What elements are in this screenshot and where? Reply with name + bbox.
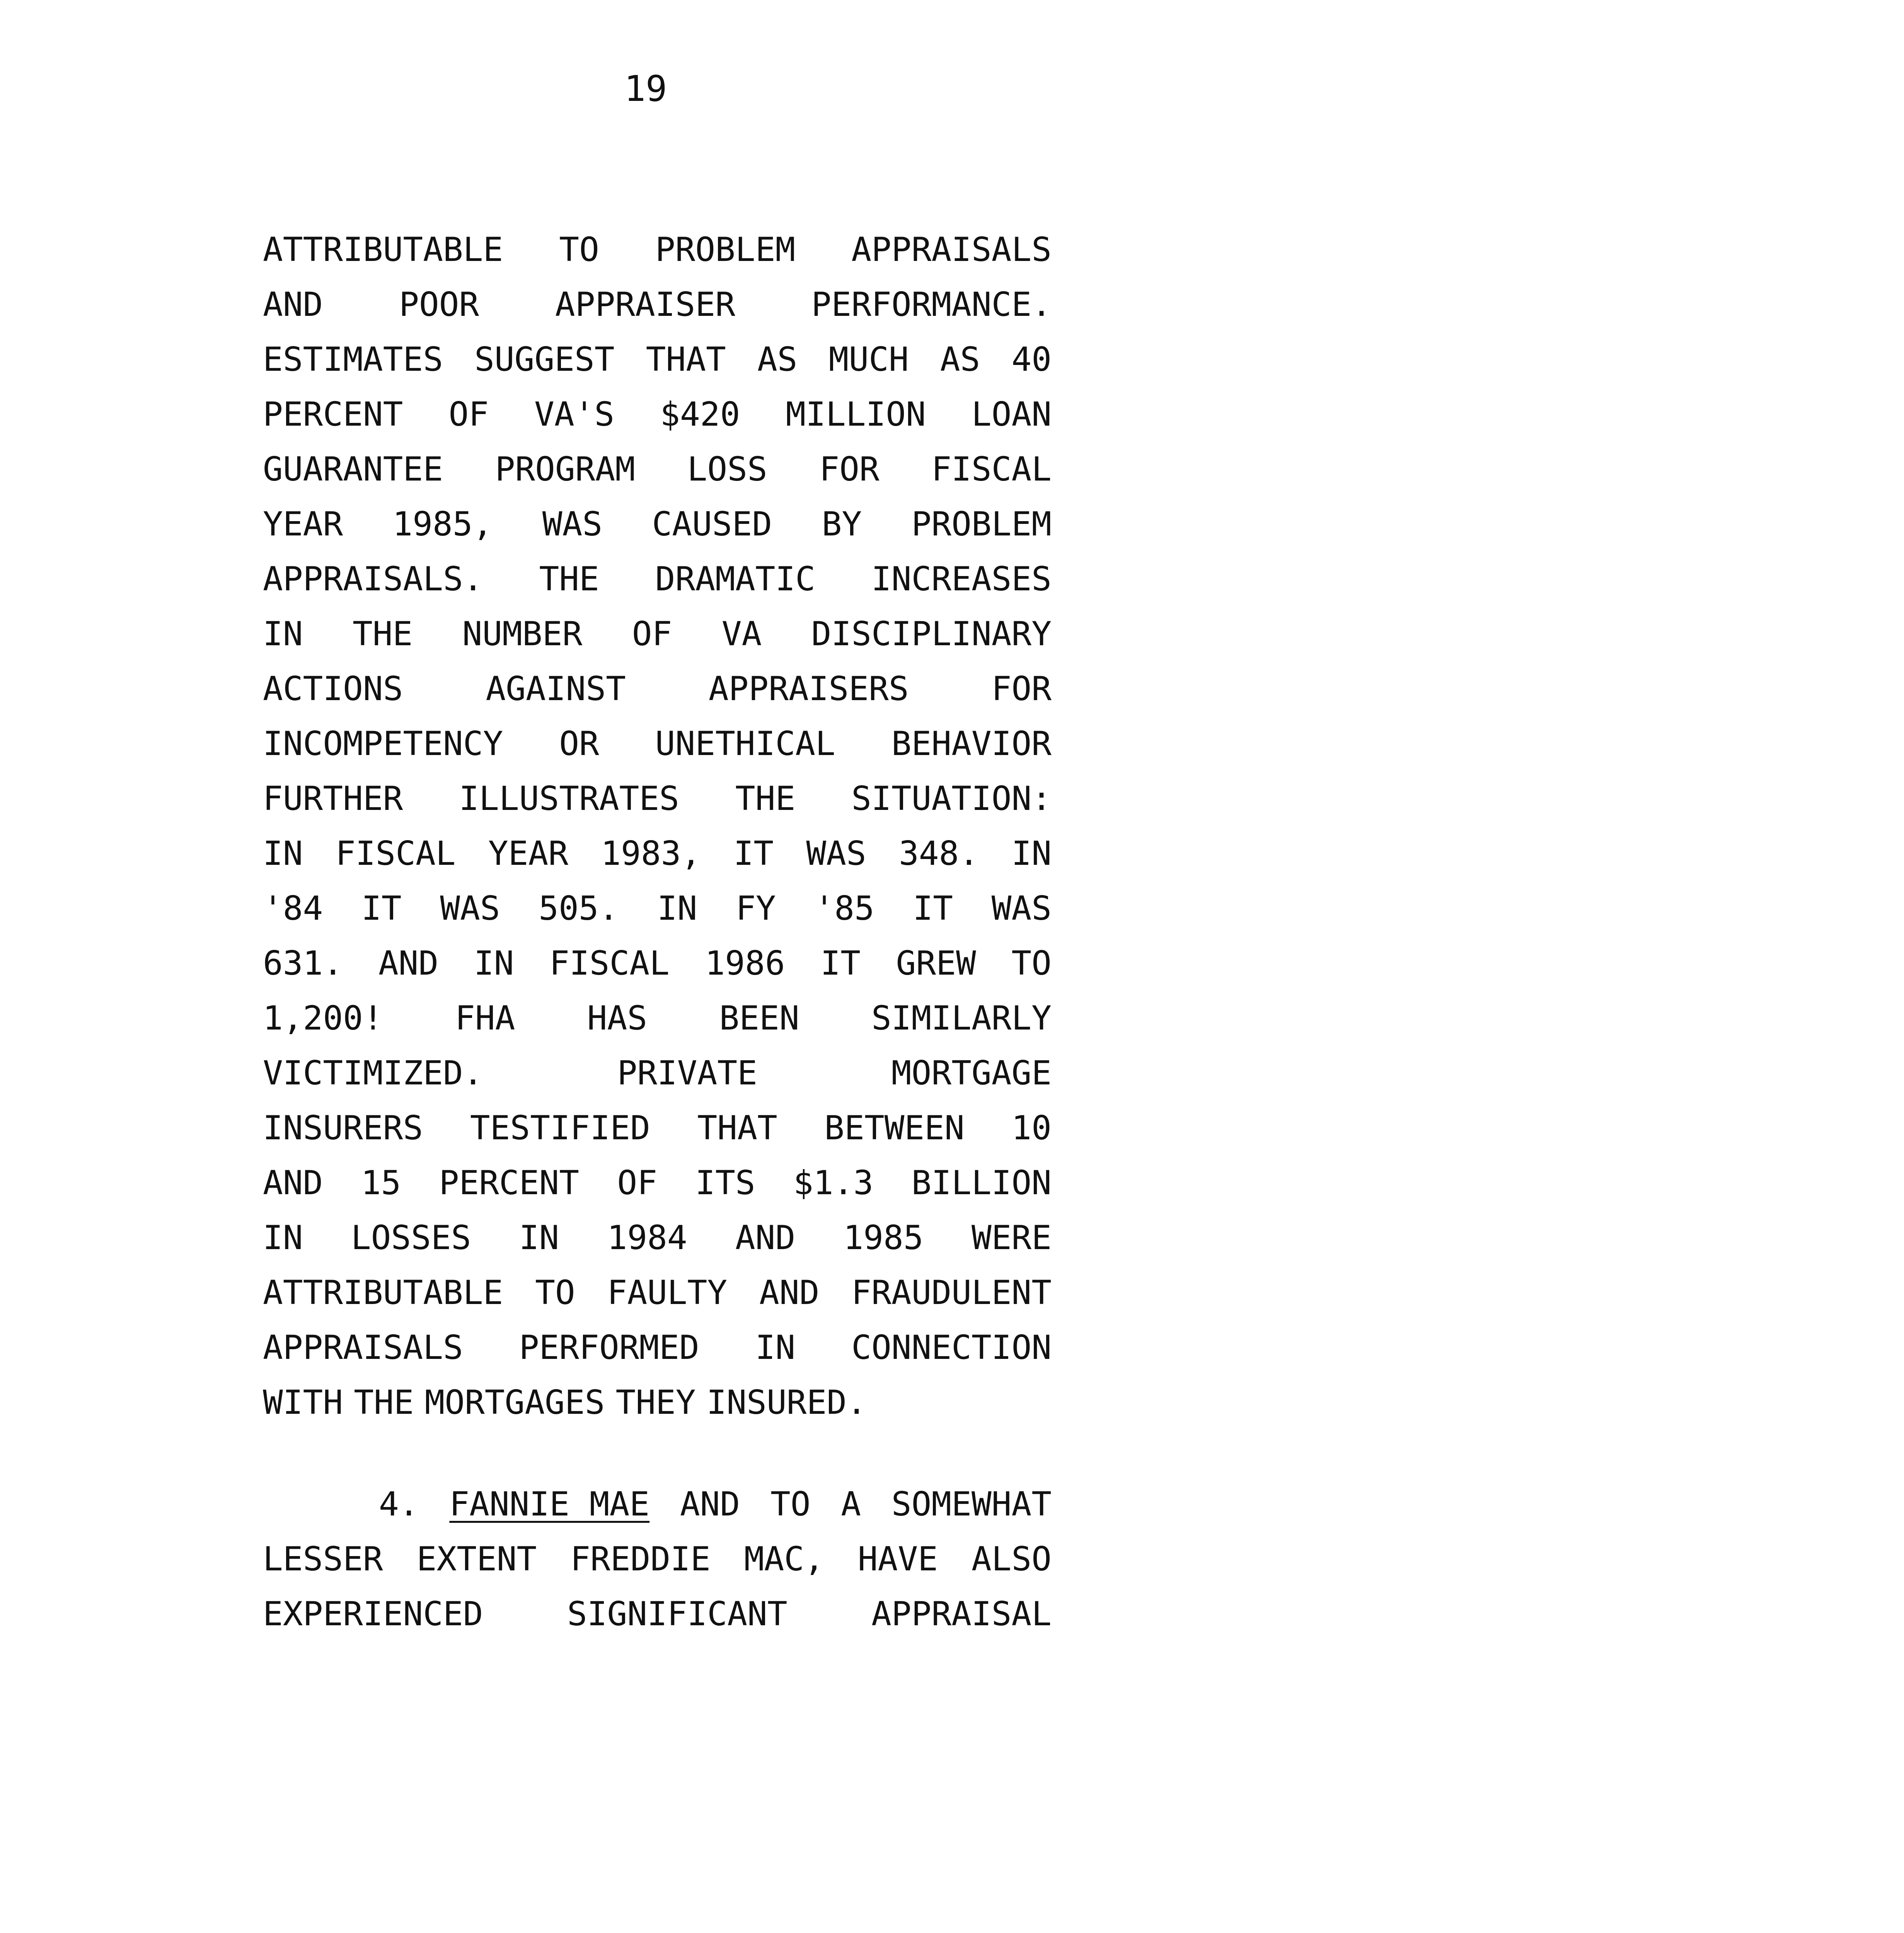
word: LOAN: [971, 395, 1052, 434]
word: THEY: [615, 1383, 696, 1422]
word: MILLION: [786, 395, 926, 434]
word: FISCAL: [931, 450, 1052, 489]
word: 1985,: [392, 505, 493, 544]
word: THE: [354, 1383, 414, 1422]
word: IT: [733, 834, 774, 873]
word: GREW: [896, 944, 976, 983]
word: IT: [913, 889, 953, 928]
word: INCREASES: [871, 560, 1052, 598]
paragraph-line: [263, 991, 1052, 1046]
word: WAS: [991, 889, 1052, 928]
word: PERCENT: [263, 395, 403, 434]
word: NUMBER: [462, 615, 583, 653]
paragraph-line: [263, 936, 1052, 991]
word: YEAR: [488, 834, 568, 873]
word: OF: [632, 615, 672, 653]
paragraph-line: [263, 607, 1052, 661]
word: 631.: [263, 944, 343, 983]
word: IN: [1011, 834, 1052, 873]
word: 348.: [899, 834, 979, 873]
paragraph-line: [263, 1046, 1052, 1101]
word: DISCIPLINARY: [811, 615, 1052, 653]
paragraph-line: [263, 716, 1052, 771]
word: $420: [660, 395, 740, 434]
word: VA'S: [534, 395, 615, 434]
paragraph-line: [263, 1210, 1052, 1265]
word: APPRAISERS: [708, 670, 909, 708]
word: THAT: [697, 1109, 777, 1147]
word: SOMEWHAT: [891, 1485, 1052, 1524]
word: INCOMPETENCY: [263, 724, 503, 763]
underlined-heading: FANNIE MAE: [449, 1485, 650, 1524]
paragraph-line: [263, 1532, 1052, 1587]
word: IN: [519, 1219, 559, 1257]
word: FAULTY: [607, 1273, 728, 1312]
word: GUARANTEE: [263, 450, 443, 489]
word: PERFORMANCE.: [811, 285, 1052, 324]
paragraph-line: [263, 771, 1052, 826]
word: IN: [263, 615, 303, 653]
word: IN: [657, 889, 697, 928]
word: 505.: [539, 889, 619, 928]
word: CAUSED: [652, 505, 772, 544]
body-paragraph: [263, 222, 1052, 1430]
word: FOR: [991, 670, 1052, 708]
word: CONNECTION: [851, 1328, 1052, 1367]
word: TO: [535, 1273, 575, 1312]
word: VICTIMIZED.: [263, 1054, 483, 1093]
word: PERCENT: [439, 1164, 580, 1202]
word: ITS: [695, 1164, 755, 1202]
word: AND: [735, 1219, 796, 1257]
word: APPRAISAL: [871, 1595, 1052, 1633]
paragraph-line: [263, 1477, 1052, 1532]
word: OF: [448, 395, 489, 434]
word: OF: [617, 1164, 657, 1202]
word: LOSSES: [351, 1219, 471, 1257]
word: PROBLEM: [911, 505, 1052, 544]
word: ILLUSTRATES: [459, 779, 679, 818]
word: '85: [814, 889, 874, 928]
word: AND: [680, 1485, 740, 1524]
word: TO: [559, 230, 599, 269]
word: APPRAISALS: [263, 1328, 463, 1367]
paragraph-line: [263, 387, 1052, 442]
word: VA: [721, 615, 762, 653]
word: APPRAISER: [555, 285, 735, 324]
word: PERFORMED: [519, 1328, 699, 1367]
word: DRAMATIC: [655, 560, 816, 598]
word: '84: [263, 889, 323, 928]
word: ESTIMATES: [263, 340, 443, 379]
word: 15: [361, 1164, 401, 1202]
word: FOR: [819, 450, 880, 489]
word: WAS: [542, 505, 603, 544]
word: 1983,: [601, 834, 701, 873]
word: AS: [757, 340, 798, 379]
word: SIMILARLY: [871, 999, 1052, 1038]
word: EXTENT: [416, 1540, 537, 1578]
paragraph-line: [263, 222, 1052, 277]
word: MORTGAGE: [891, 1054, 1052, 1093]
paragraph-line: [263, 1156, 1052, 1210]
word: EXPERIENCED: [263, 1595, 483, 1633]
word: SUGGEST: [474, 340, 615, 379]
word: AGAINST: [486, 670, 626, 708]
word: UNETHICAL: [655, 724, 835, 763]
paragraph-line: [263, 497, 1052, 552]
paragraph-line: [263, 1320, 1052, 1375]
word: MORTGAGES: [424, 1383, 605, 1422]
word: AND: [263, 1164, 323, 1202]
word: IN: [263, 834, 303, 873]
word: WERE: [971, 1219, 1052, 1257]
word: WITH: [263, 1383, 343, 1422]
word: APPRAISALS.: [263, 560, 483, 598]
paragraph-line: [263, 826, 1052, 881]
word: 1986: [705, 944, 785, 983]
word: BETWEEN: [824, 1109, 965, 1147]
word: 1985: [843, 1219, 924, 1257]
word: FREDDIE: [570, 1540, 711, 1578]
word: INSURERS: [263, 1109, 423, 1147]
paragraph-line: [263, 1375, 1052, 1430]
word: MUCH: [828, 340, 909, 379]
word: TO: [770, 1485, 811, 1524]
word: 1984: [607, 1219, 687, 1257]
word: ATTRIBUTABLE: [263, 230, 503, 269]
word: PROBLEM: [655, 230, 796, 269]
word: ALSO: [971, 1540, 1052, 1578]
word: BEEN: [719, 999, 799, 1038]
word: ATTRIBUTABLE: [263, 1273, 503, 1312]
word: AND: [759, 1273, 820, 1312]
word: PRIVATE: [617, 1054, 757, 1093]
page-number: 19: [624, 68, 667, 109]
word: FHA: [455, 999, 515, 1038]
paragraph-line: [263, 552, 1052, 607]
word: IN: [263, 1219, 303, 1257]
word: THE: [352, 615, 413, 653]
paragraph-line: [263, 442, 1052, 497]
word: IT: [820, 944, 861, 983]
word: THE: [735, 779, 796, 818]
word: SITUATION:: [851, 779, 1052, 818]
paragraph-line: [263, 1101, 1052, 1156]
word: HAS: [587, 999, 648, 1038]
word: TO: [1011, 944, 1052, 983]
paragraph-number: 4.: [379, 1485, 419, 1524]
word: AS: [940, 340, 980, 379]
word: WAS: [806, 834, 866, 873]
word: TESTIFIED: [470, 1109, 650, 1147]
word: THAT: [646, 340, 726, 379]
word: AND: [263, 285, 323, 324]
word: IN: [474, 944, 514, 983]
word: APPRAISALS: [851, 230, 1052, 269]
word: FURTHER: [263, 779, 403, 818]
paragraph-line: [263, 332, 1052, 387]
paragraph-line: [263, 277, 1052, 332]
word: FISCAL: [335, 834, 456, 873]
word: A: [841, 1485, 861, 1524]
word: LOSS: [687, 450, 767, 489]
word: POOR: [399, 285, 479, 324]
paragraph-line: [263, 881, 1052, 936]
word: BILLION: [911, 1164, 1052, 1202]
paragraph-line: [263, 661, 1052, 716]
word: BEHAVIOR: [891, 724, 1052, 763]
word: BY: [822, 505, 862, 544]
word: AND: [378, 944, 439, 983]
word: WAS: [440, 889, 500, 928]
word: OR: [559, 724, 599, 763]
word: SIGNIFICANT: [567, 1595, 788, 1633]
word: FRAUDULENT: [851, 1273, 1052, 1312]
paragraph-line: [263, 1265, 1052, 1320]
word: ACTIONS: [263, 670, 403, 708]
word: MAC,: [744, 1540, 824, 1578]
word: FISCAL: [549, 944, 670, 983]
word: $1.3: [793, 1164, 874, 1202]
word: 1,200!: [263, 999, 383, 1038]
numbered-paragraph: [263, 1477, 1052, 1642]
word: 40: [1011, 340, 1052, 379]
word: HAVE: [857, 1540, 938, 1578]
word: THE: [539, 560, 599, 598]
word: PROGRAM: [495, 450, 636, 489]
word: YEAR: [263, 505, 343, 544]
word: LESSER: [263, 1540, 383, 1578]
word: FY: [736, 889, 776, 928]
word: INSURED.: [706, 1383, 867, 1422]
paragraph-line: [263, 1587, 1052, 1642]
word: IN: [755, 1328, 796, 1367]
word: 10: [1011, 1109, 1052, 1147]
word: IT: [361, 889, 402, 928]
